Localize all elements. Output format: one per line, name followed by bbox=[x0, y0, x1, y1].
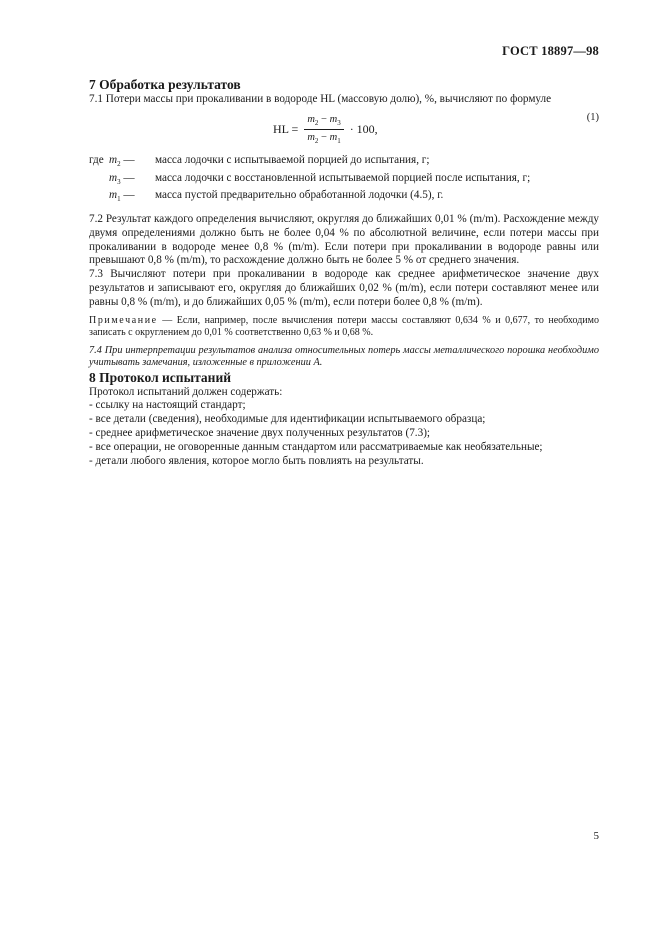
paragraph-7-2: 7.2 Результат каждого определения вычисляют, округляя до ближайших 0,01 % (m/m). Расхождение между двумя определениями должно быть не более 0,04 % по абсолютной величине, если потери массы при прокаливании в водороде менее 0,8 % (m/m). Если потери при прокаливании в водороде равны или превышают 0,8 % (m/m), то расхождение должно быть не более 5 % от среднего значения. bbox=[89, 213, 599, 267]
paragraph-7-4: 7.4 При интерпретации результатов анализа относительных потерь массы металлического порошка необходимо учитывать замечания, изложенные в приложении А. bbox=[89, 344, 599, 369]
formula-1 bbox=[89, 112, 599, 148]
page-content bbox=[89, 77, 599, 468]
note-label: Примечание bbox=[89, 314, 158, 326]
document-header: ГОСТ 18897—98 bbox=[502, 44, 599, 58]
section-7-title: 7 Обработка результатов bbox=[89, 77, 241, 92]
paragraph-7-3: 7.3 Вычисляют потери при прокаливании в водороде как среднее арифметическое значение двух результатов и записывают его, округляя до ближайших 0,02 % (m/m), если потери составляют менее или равны 0,8 % (m/m), и до ближайших 0,05 % (m/m), если потери более 0,8 % (m/m). bbox=[89, 268, 599, 308]
protocol-list bbox=[89, 386, 599, 469]
list-item: - ссылку на настоящий стандарт; bbox=[89, 399, 246, 412]
definition-row: где $m_2$ — масса лодочки с испытываемой порцией до испытания, г; bbox=[89, 153, 430, 169]
formula-lhs: HL = bbox=[273, 122, 299, 137]
formula-numerator: $m_2 - m_3$ bbox=[304, 114, 343, 130]
equation-number: (1) bbox=[586, 111, 599, 123]
list-item: - детали любого явления, которое могло быть повлиять на результаты. bbox=[89, 454, 424, 467]
formula-fraction bbox=[304, 114, 343, 145]
definition-row: $m_3$ — масса лодочки с восстановленной испытываемой порцией после испытания, г; bbox=[109, 171, 531, 186]
note-text: — Если, например, после вычисления потери массы составляют 0,634 % и 0,677, то необходимо записать с округлением до 0,01 % соответственно 0,63 % и 0,68 %. bbox=[89, 314, 599, 339]
section-8-title: 8 Протокол испытаний bbox=[89, 369, 232, 385]
note bbox=[89, 315, 599, 340]
protocol-intro: Протокол испытаний должен содержать: bbox=[89, 385, 283, 398]
formula-body bbox=[273, 112, 378, 148]
list-item: - среднее арифметическое значение двух полученных результатов (7.3); bbox=[89, 426, 431, 439]
definition-row: $m_1$ — масса пустой предварительно обработанной лодочки (4.5), г. bbox=[109, 189, 444, 204]
formula-denominator: $m_2 - m_1$ bbox=[307, 132, 341, 146]
variable-definitions bbox=[89, 154, 599, 207]
list-item: - все детали (сведения), необходимые для идентификации испытываемого образца; bbox=[89, 413, 486, 426]
formula-tail: · 100, bbox=[349, 122, 378, 137]
list-item: - все операции, не оговоренные данным стандартом или рассматриваемые как необязательные; bbox=[89, 440, 543, 453]
page-number: 5 bbox=[593, 830, 599, 842]
paragraph-7-1: 7.1 Потери массы при прокаливании в водороде HL (массовую долю), %, вычисляют по формуле bbox=[89, 93, 552, 105]
